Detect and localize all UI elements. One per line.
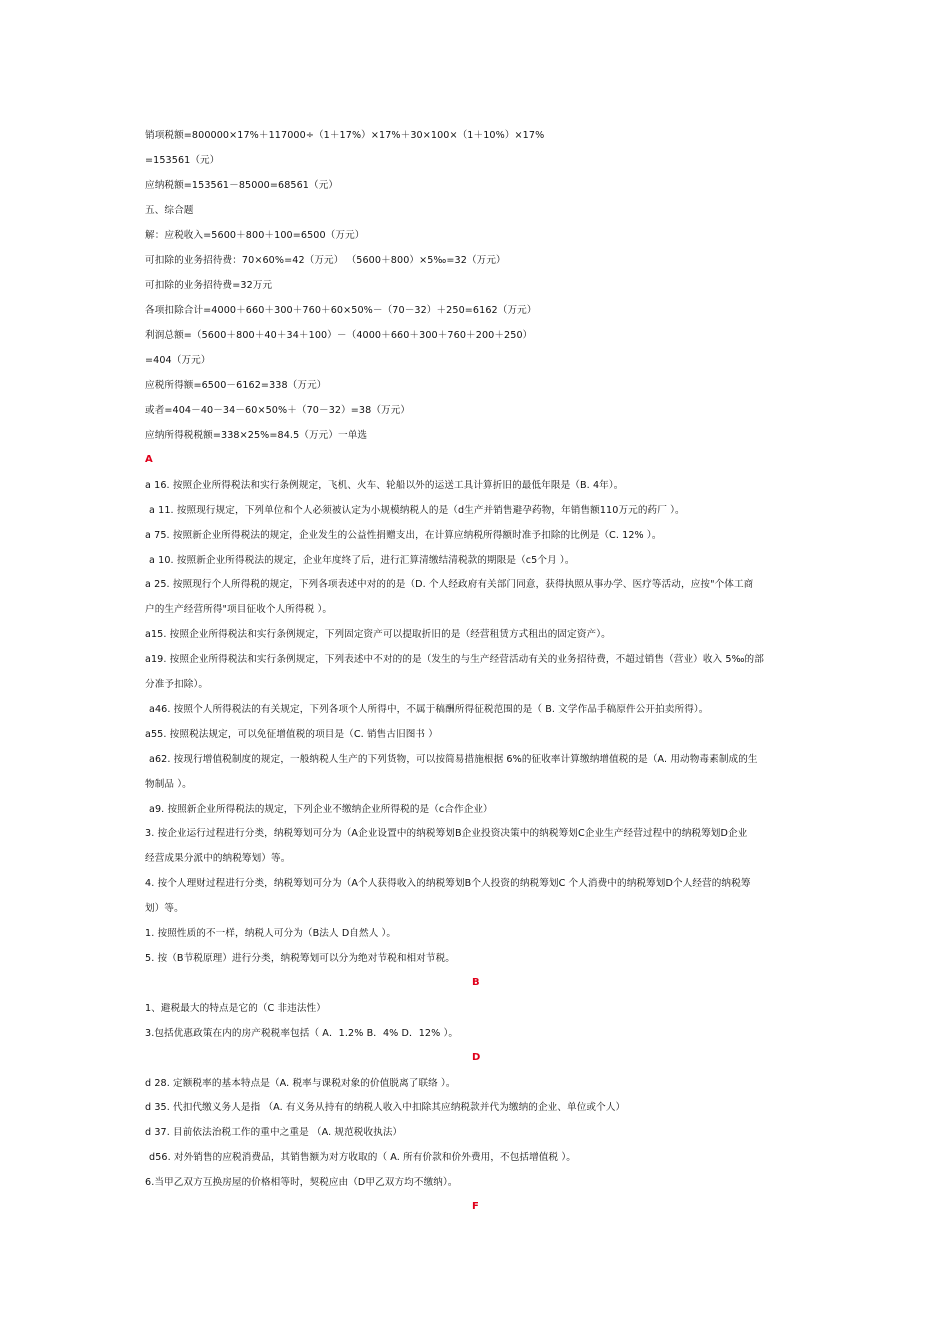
question-line: 划）等。 xyxy=(145,903,184,914)
calc-line: 应税所得额=6500－6162=338（万元） xyxy=(145,380,327,391)
question-line: a 11. 按照现行规定，下列单位和个人必须被认定为小规模纳税人的是（d生产并销售避孕药物，年销售额110万元的药厂 ）。 xyxy=(149,505,685,516)
calc-line: 解：应税收入=5600＋800＋100=6500（万元） xyxy=(145,230,365,241)
question-line: 5. 按（B节税原理）进行分类，纳税筹划可以分为绝对节税和相对节税。 xyxy=(145,953,455,964)
question-line: a15. 按照企业所得税法和实行条例规定，下列固定资产可以提取折旧的是（经营租赁方式租出的固定资产）。 xyxy=(145,629,611,640)
question-line: a 10. 按照新企业所得税法的规定，企业年度终了后，进行汇算清缴结清税款的期限是（c5个月 ）。 xyxy=(149,555,575,566)
question-line: a62. 按现行增值税制度的规定，一般纳税人生产的下列货物，可以按简易措施根据 6%的征收率计算缴纳增值税的是（A. 用动物毒素制成的生 xyxy=(149,754,758,765)
section-letter-a: A xyxy=(145,454,153,465)
question-line: 1、避税最大的特点是它的（C 非违法性） xyxy=(145,1003,326,1014)
question-line: 3.包括优惠政策在内的房产税税率包括（ A．1.2% B．4% D．12% ）。 xyxy=(145,1028,459,1039)
question-line: 6.当甲乙双方互换房屋的价格相等时，契税应由（D甲乙双方均不缴纳）。 xyxy=(145,1177,458,1188)
question-line: d 37. 目前依法治税工作的重中之重是 （A. 规范税收执法） xyxy=(145,1127,403,1138)
calc-line: 应纳所得税税额=338×25%=84.5（万元）一单选 xyxy=(145,430,368,441)
section-letter-d: D xyxy=(472,1052,481,1063)
question-line: 经营成果分派中的纳税筹划）等。 xyxy=(145,853,291,864)
question-line: a 75. 按照新企业所得税法的规定，企业发生的公益性捐赠支出，在计算应纳税所得额时准予扣除的比例是（C. 12% ）。 xyxy=(145,530,662,541)
question-line: a 25. 按照现行个人所得税的规定，下列各项表述中对的的是（D. 个人经政府有关部门同意，获得执照从事办学、医疗等活动，应按"个体工商 xyxy=(145,579,754,590)
question-line: a19. 按照企业所得税法和实行条例规定，下列表述中不对的的是（发生的与生产经营活动有关的业务招待费，不超过销售（营业）收入 5‰的部 xyxy=(145,654,764,665)
question-line: a9. 按照新企业所得税法的规定，下列企业不缴纳企业所得税的是（c合作企业） xyxy=(149,804,493,815)
section-letter-f: F xyxy=(472,1201,479,1212)
question-line: 3. 按企业运行过程进行分类，纳税筹划可分为（A企业设置中的纳税筹划B企业投资决策中的纳税筹划C企业生产经营过程中的纳税筹划D企业 xyxy=(145,828,748,839)
section-letter-b: B xyxy=(472,977,480,988)
calc-line: 销项税额=800000×17%＋117000÷（1＋17%）×17%＋30×100×（1＋10%）×17% xyxy=(145,130,545,141)
section-heading: 五、综合题 xyxy=(145,205,194,216)
question-line: 分准予扣除）。 xyxy=(145,679,209,690)
calc-line: =153561（元） xyxy=(145,155,220,166)
question-line: d 28. 定额税率的基本特点是（A. 税率与课税对象的价值脱离了联络 ）。 xyxy=(145,1078,456,1089)
question-line: a 16. 按照企业所得税法和实行条例规定，飞机、火车、轮船以外的运送工具计算折旧的最低年限是（B. 4年）。 xyxy=(145,480,624,491)
question-line: a55. 按照税法规定，可以免征增值税的项目是（C. 销售古旧图书 ） xyxy=(145,729,438,740)
question-line: 户的生产经营所得"项目征收个人所得税 ）。 xyxy=(145,604,333,615)
question-line: d 35. 代扣代缴义务人是指 （A. 有义务从持有的纳税人收入中扣除其应纳税款并代为缴纳的企业、单位或个人） xyxy=(145,1102,626,1113)
calc-line: 可扣除的业务招待费=32万元 xyxy=(145,280,273,291)
question-line: 物制品 ）。 xyxy=(145,779,192,790)
calc-line: 或者=404－40－34－60×50%＋（70－32）=38（万元） xyxy=(145,405,411,416)
question-line: 4. 按个人理财过程进行分类，纳税筹划可分为（A个人获得收入的纳税筹划B个人投资的纳税筹划C 个人消费中的纳税筹划D个人经营的纳税筹 xyxy=(145,878,751,889)
question-line: d56. 对外销售的应税消费品，其销售额为对方收取的（ A. 所有价款和价外费用，不包括增值税 ）。 xyxy=(149,1152,576,1163)
question-line: 1. 按照性质的不一样，纳税人可分为（B法人 D自然人 ）。 xyxy=(145,928,397,939)
calc-line: 各项扣除合计=4000＋660＋300＋760＋60×50%－（70－32）＋250=6162（万元） xyxy=(145,305,537,316)
calc-line: =404（万元） xyxy=(145,355,211,366)
calc-line: 应纳税额=153561－85000=68561（元） xyxy=(145,180,339,191)
question-line: a46. 按照个人所得税法的有关规定，下列各项个人所得中，不属于稿酬所得征税范围的是（ B. 文学作品手稿原件公开拍卖所得）。 xyxy=(149,704,709,715)
calc-line: 可扣除的业务招待费：70×60%=42（万元） （5600＋800）×5‰=32（万元） xyxy=(145,255,506,266)
calc-line: 利润总额=（5600＋800＋40＋34＋100）－（4000＋660＋300＋760＋200＋250） xyxy=(145,330,533,341)
